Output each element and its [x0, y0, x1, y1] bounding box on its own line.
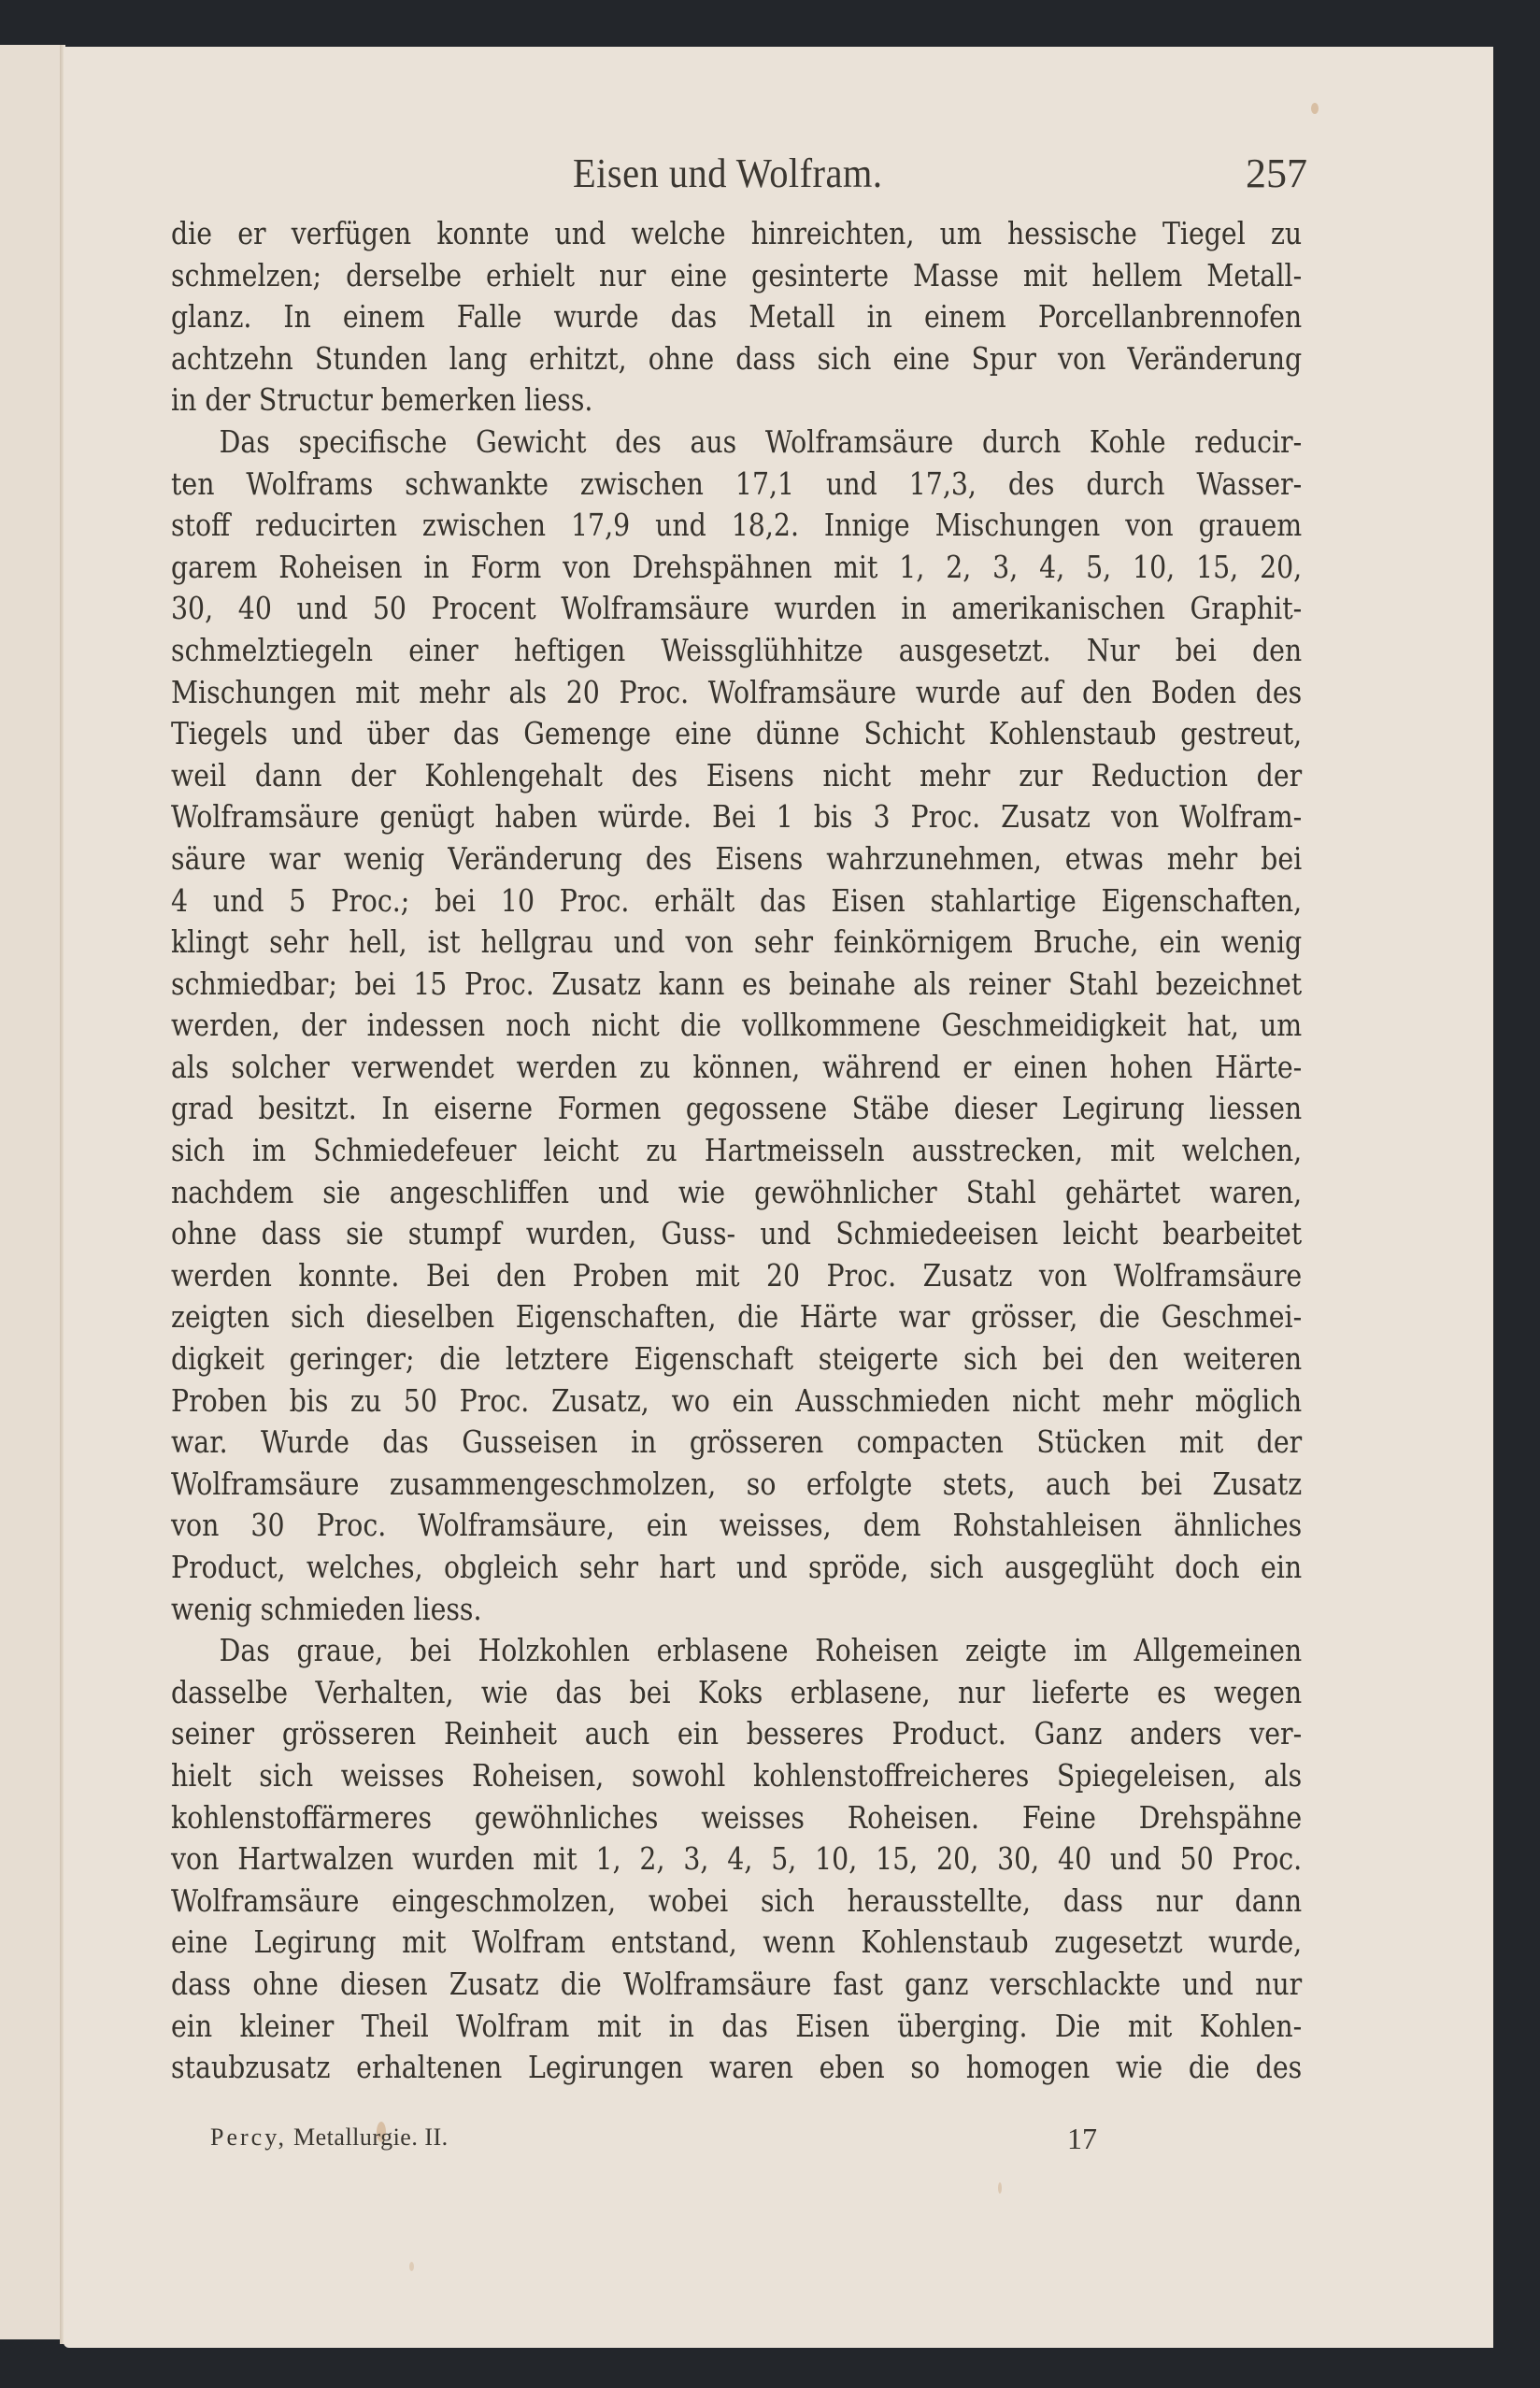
- text-line: von 30 Proc. Wolframsäure, ein weisses, dem Rohstahleisen ähnliches: [171, 1507, 1303, 1544]
- text-line: als solcher verwendet werden zu können, während er einen hohen Härte-: [171, 1048, 1303, 1085]
- foxing-stain: [409, 2262, 414, 2271]
- text-line: stoff reducirten zwischen 17,9 und 18,2. Innige Mischungen von grauem: [171, 507, 1303, 544]
- text-line: ohne dass sie stumpf wurden, Guss- und Schmiedeeisen leicht bearbeitet: [171, 1215, 1303, 1252]
- text-line: klingt sehr hell, ist hellgrau und von sehr feinkörnigem Bruche, ein wenig: [171, 923, 1303, 961]
- text-line: nachdem sie angeschliffen und wie gewöhnlicher Stahl gehärtet waren,: [171, 1173, 1303, 1210]
- text-line: säure war wenig Veränderung des Eisens wahrzunehmen, etwas mehr bei: [171, 839, 1303, 877]
- adjacent-page-edge: [0, 45, 63, 2339]
- text-line: Product, welches, obgleich sehr hart und spröde, sich ausgeglüht doch ein: [171, 1549, 1303, 1585]
- text-line: schmiedbar; bei 15 Proc. Zusatz kann es beinahe als reiner Stahl bezeichnet: [171, 965, 1303, 1002]
- text-line: seiner grösseren Reinheit auch ein besseres Product. Ganz anders ver-: [171, 1715, 1303, 1752]
- text-line: 4 und 5 Proc.; bei 10 Proc. erhält das Eisen stahlartige Eigenschaften,: [171, 881, 1303, 919]
- signature-mark: 17: [1067, 2122, 1097, 2155]
- body-text: [171, 213, 1302, 2089]
- paragraph-2: [171, 422, 1302, 1630]
- text-line: wenig schmieden liess.: [171, 1590, 482, 1627]
- footer-author: Percy,: [210, 2123, 288, 2151]
- text-line: digkeit geringer; die letztere Eigenschaft steigerte sich bei den weiteren: [171, 1340, 1303, 1378]
- text-line: Wolframsäure eingeschmolzen, wobei sich herausstellte, dass nur dann: [171, 1881, 1303, 1919]
- text-line: weil dann der Kohlengehalt des Eisens nicht mehr zur Reduction der: [171, 756, 1303, 794]
- paragraph-3: [171, 1630, 1302, 2089]
- text-line: Tiegels und über das Gemenge eine dünne Schicht Kohlenstaub gestreut,: [171, 715, 1303, 752]
- text-line: werden, der indessen noch nicht die vollkommene Geschmeidigkeit hat, um: [171, 1007, 1303, 1044]
- text-line: eine Legirung mit Wolfram entstand, wenn Kohlenstaub zugesetzt wurde,: [171, 1923, 1303, 1961]
- text-line: dasselbe Verhalten, wie das bei Koks erblasene, nur lieferte es wegen: [171, 1673, 1303, 1710]
- foxing-stain: [1311, 103, 1319, 114]
- text-line: garem Roheisen in Form von Drehspähnen mit 1, 2, 3, 4, 5, 10, 15, 20,: [171, 548, 1303, 585]
- text-line: glanz. In einem Falle wurde das Metall in einem Porcellanbrennofen: [171, 298, 1303, 336]
- text-line: Proben bis zu 50 Proc. Zusatz, wo ein Ausschmieden nicht mehr möglich: [171, 1381, 1303, 1419]
- text-line: zeigten sich dieselben Eigenschaften, die Härte war grösser, die Geschmei-: [171, 1298, 1303, 1336]
- text-line: Wolframsäure zusammengeschmolzen, so erfolgte stets, auch bei Zusatz: [171, 1465, 1303, 1502]
- text-line: 30, 40 und 50 Procent Wolframsäure wurden in amerikanischen Graphit-: [171, 590, 1303, 627]
- text-line: kohlenstoffärmeres gewöhnliches weisses Roheisen. Feine Drehspähne: [171, 1798, 1303, 1836]
- paragraph-1: [171, 213, 1302, 422]
- foxing-stain: [998, 2182, 1002, 2194]
- text-line: die er verfügen konnte und welche hinreichten, um hessische Tiegel zu: [171, 215, 1303, 251]
- running-title: Eisen und Wolfram.: [573, 150, 883, 196]
- text-line: ein kleiner Theil Wolfram mit in das Eisen überging. Die mit Kohlen-: [171, 2007, 1303, 2044]
- text-line: Das specifische Gewicht des aus Wolframsäure durch Kohle reducir-: [219, 422, 1303, 460]
- text-line: staubzusatz erhaltenen Legirungen waren eben so homogen wie die des: [171, 2049, 1303, 2086]
- text-line: achtzehn Stunden lang erhitzt, ohne dass sich eine Spur von Veränderung: [171, 339, 1303, 377]
- text-line: von Hartwalzen wurden mit 1, 2, 3, 4, 5, 10, 15, 20, 30, 40 und 50 Proc.: [171, 1840, 1303, 1878]
- text-line: Wolframsäure genügt haben würde. Bei 1 bis 3 Proc. Zusatz von Wolfram-: [171, 798, 1303, 836]
- footer-signature-line: [210, 2123, 449, 2152]
- text-line: in der Structur bemerken liess.: [171, 381, 593, 419]
- text-line: war. Wurde das Gusseisen in grösseren compacten Stücken mit der: [171, 1423, 1303, 1461]
- text-line: hielt sich weisses Roheisen, sowohl kohlenstoffreicheres Spiegeleisen, als: [171, 1756, 1303, 1794]
- page-number: 257: [1246, 150, 1307, 196]
- text-line: schmelztiegeln einer heftigen Weissglühhitze ausgesetzt. Nur bei den: [171, 631, 1303, 668]
- text-line: werden konnte. Bei den Proben mit 20 Proc. Zusatz von Wolframsäure: [171, 1256, 1303, 1294]
- text-line: Mischungen mit mehr als 20 Proc. Wolframsäure wurde auf den Boden des: [171, 673, 1303, 710]
- text-line: Das graue, bei Holzkohlen erblasene Roheisen zeigte im Allgemeinen: [219, 1632, 1303, 1669]
- text-line: dass ohne diesen Zusatz die Wolframsäure fast ganz verschlackte und nur: [171, 1965, 1303, 2002]
- text-line: ten Wolframs schwankte zwischen 17,1 und 17,3, des durch Wasser-: [171, 465, 1303, 502]
- text-line: schmelzen; derselbe erhielt nur eine gesinterte Masse mit hellem Metall-: [171, 256, 1303, 293]
- footer-work: Metallurgie. II.: [293, 2123, 449, 2151]
- text-line: sich im Schmiedefeuer leicht zu Hartmeisseln ausstrecken, mit welchen,: [171, 1132, 1303, 1169]
- text-line: grad besitzt. In eiserne Formen gegossene Stäbe dieser Legirung liessen: [171, 1090, 1303, 1127]
